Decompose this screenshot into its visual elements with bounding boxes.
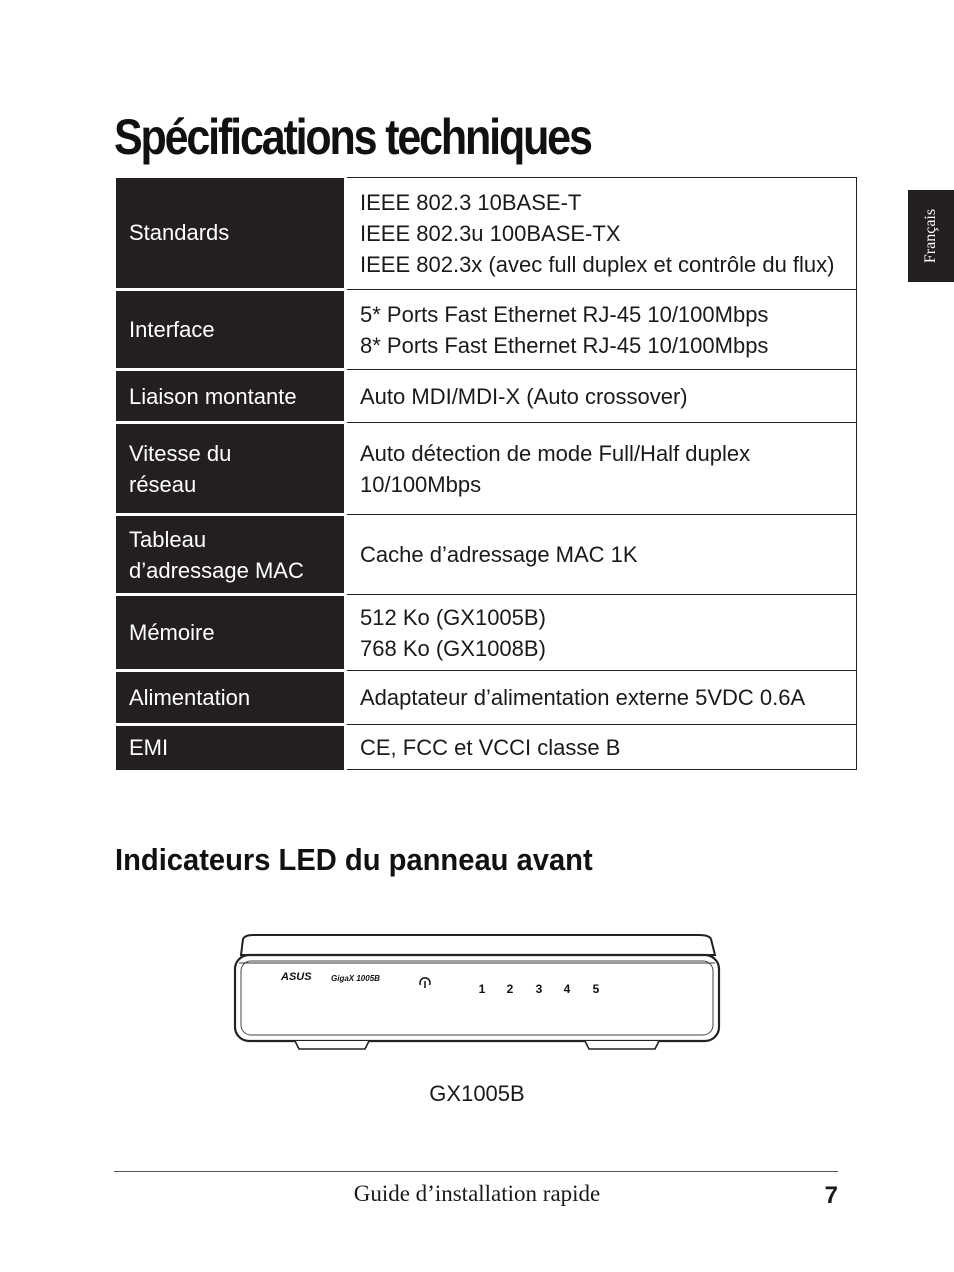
port-led-4: 4 [563, 982, 571, 996]
table-row [116, 370, 857, 423]
spec-label: Standards [116, 178, 346, 290]
spec-label: Vitesse du réseau [116, 423, 346, 515]
table-row [116, 290, 857, 370]
footer-guide-title: Guide d’installation rapide [353, 1181, 601, 1206]
language-tab-label: Français [922, 208, 939, 264]
spec-label: Liaison montante [116, 370, 346, 423]
switch-front-panel-illustration [233, 933, 721, 1053]
spec-value: Auto MDI/MDI-X (Auto crossover) [346, 370, 857, 423]
port-led-3: 3 [535, 982, 543, 996]
spec-label: Alimentation [116, 671, 346, 725]
spec-value: Auto détection de mode Full/Half duplex 10/100Mbps [346, 423, 857, 515]
spec-value: IEEE 802.3 10BASE-T IEEE 802.3u 100BASE-TX IEEE 802.3x (avec full duplex et contrôle du flux) [346, 178, 857, 290]
led-section-title: Indicateurs LED du panneau avant [115, 842, 593, 877]
brand-logo: ASUS [281, 971, 312, 983]
spec-label: EMI [116, 725, 346, 770]
spec-value: 5* Ports Fast Ethernet RJ-45 10/100Mbps 8* Ports Fast Ethernet RJ-45 10/100Mbps [346, 290, 857, 370]
spec-value: 512 Ko (GX1005B) 768 Ko (GX1008B) [346, 595, 857, 671]
spec-value: Cache d’adressage MAC 1K [346, 515, 857, 595]
spec-label: Tableau d’adressage MAC [116, 515, 346, 595]
table-row [116, 178, 857, 290]
port-led-1: 1 [478, 982, 486, 996]
port-led-2: 2 [506, 982, 514, 996]
page-title: Spécifications techniques [114, 109, 591, 165]
table-row [116, 515, 857, 595]
table-row [116, 725, 857, 770]
table-row [116, 671, 857, 725]
table-row [116, 423, 857, 515]
page-number: 7 [824, 1182, 838, 1209]
spec-value: CE, FCC et VCCI classe B [346, 725, 857, 770]
spec-value: Adaptateur d’alimentation externe 5VDC 0.6A [346, 671, 857, 725]
port-led-5: 5 [592, 982, 600, 996]
spec-label: Mémoire [116, 595, 346, 671]
device-caption: GX1005B [429, 1081, 525, 1106]
table-row [116, 595, 857, 671]
model-logo: GigaX 1005B [331, 974, 380, 983]
spec-label: Interface [116, 290, 346, 370]
footer-divider [114, 1171, 838, 1172]
specifications-table [116, 177, 857, 770]
language-tab [908, 190, 954, 282]
